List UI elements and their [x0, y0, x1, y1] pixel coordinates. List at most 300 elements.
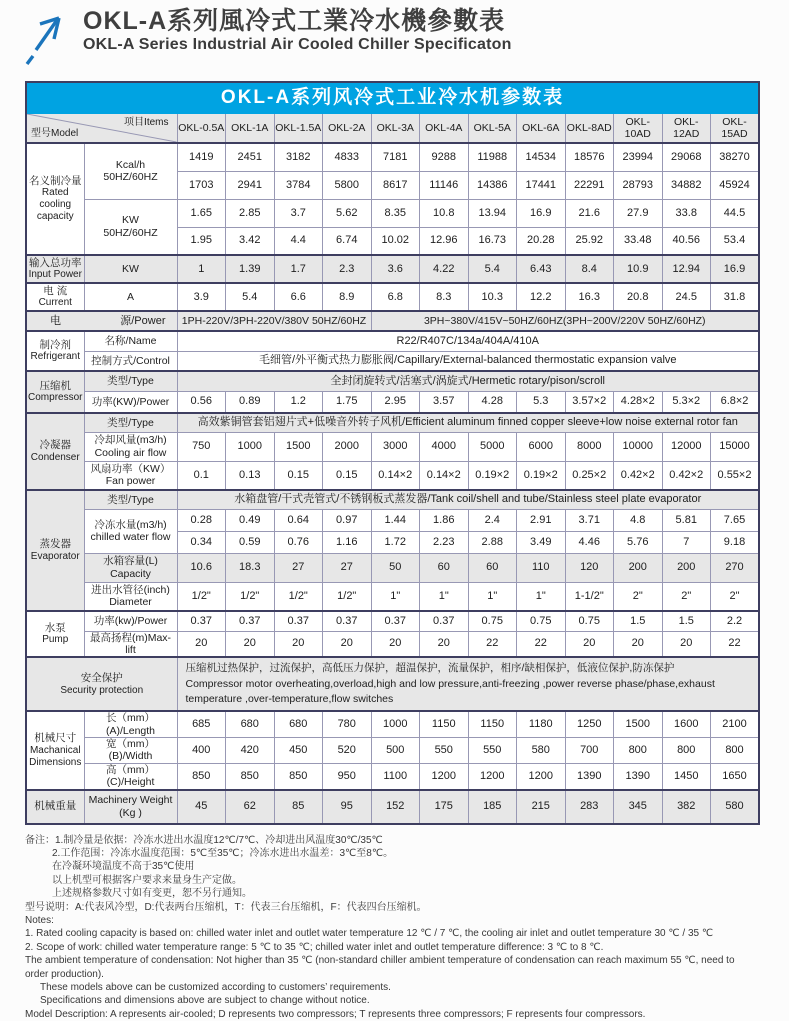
value-cell: 4.28 [468, 391, 517, 413]
value-cell: 1419 [177, 143, 226, 171]
value-cell: 13.94 [468, 199, 517, 227]
value-cell: 8.4 [565, 255, 614, 283]
value-cell: OKL-1.5A [274, 114, 323, 144]
value-cell: 45924 [711, 171, 760, 199]
row-label-cooling-airflow: 冷却风量(m3/h) Cooling air flow [84, 432, 177, 461]
brand-arrow-icon [25, 10, 71, 73]
row-security-protection [26, 657, 759, 711]
row-label-kcal: Kcal/h 50HZ/60HZ [84, 143, 177, 199]
value-cell: 950 [323, 763, 372, 789]
value-cell: 850 [226, 763, 275, 789]
row-label-compressor-type: 类型/Type [84, 371, 177, 391]
value-cell: 4.4 [274, 227, 323, 255]
value-cell: 580 [711, 790, 760, 824]
row-width [26, 738, 759, 764]
row-evaporator-type [26, 490, 759, 509]
value-cell: 1450 [662, 763, 711, 789]
value-cell: 16.3 [565, 283, 614, 311]
value-cell: 16.9 [711, 255, 760, 283]
value-cell: 3.71 [565, 509, 614, 531]
value-cell: 1200 [468, 763, 517, 789]
value-cell: 1.16 [323, 531, 372, 553]
table-title: OKL-A系列风冷式工业冷水机参数表 [26, 82, 759, 114]
value-cell: 2.23 [420, 531, 469, 553]
value-cell: 3182 [274, 143, 323, 171]
value-cell: OKL-1A [226, 114, 275, 144]
value-cell: 0.37 [226, 611, 275, 631]
value-cell: 3784 [274, 171, 323, 199]
value-cell: 10.6 [177, 553, 226, 582]
row-label-control: 控制方式/Control [84, 351, 177, 371]
value-cell: 1180 [517, 711, 566, 737]
value-cell: 382 [662, 790, 711, 824]
value-cell: 500 [371, 738, 420, 764]
value-cell: 6000 [517, 432, 566, 461]
value-cell: 3.9 [177, 283, 226, 311]
corner-model-label: 型号Model [31, 128, 78, 140]
value-cell: 10.3 [468, 283, 517, 311]
value-cell: 700 [565, 738, 614, 764]
note-line: 2. Scope of work: chilled water temperature range: 5 ℃ to 35 ℃; chilled water inlet and outlet temperature difference: 3 ℃ to 8 ℃. [25, 941, 760, 954]
value-cell: 31.8 [711, 283, 760, 311]
value-cell: 12.96 [420, 227, 469, 255]
value-cell: 0.34 [177, 531, 226, 553]
value-cell: 7 [662, 531, 711, 553]
spec-table [25, 81, 760, 825]
page-header [25, 8, 760, 73]
value-cell: 1150 [420, 711, 469, 737]
value-cell: 20.8 [614, 283, 663, 311]
value-cell: 4.28×2 [614, 391, 663, 413]
value-cell: 10.9 [614, 255, 663, 283]
row-kcal-50hz [26, 143, 759, 171]
value-cell: 9.18 [711, 531, 760, 553]
value-cell: 5.62 [323, 199, 372, 227]
value-cell: 2100 [711, 711, 760, 737]
value-cell: 2.2 [711, 611, 760, 631]
value-cell: 7181 [371, 143, 420, 171]
value-cell: 0.25×2 [565, 461, 614, 490]
value-cell: 4000 [420, 432, 469, 461]
value-cell: 1200 [420, 763, 469, 789]
row-label-length: 长（mm）(A)/Length [84, 711, 177, 737]
value-cell: 680 [226, 711, 275, 737]
value-cell: 850 [177, 763, 226, 789]
value-cell: 23994 [614, 143, 663, 171]
value-cell: 27.9 [614, 199, 663, 227]
value-cell: 11146 [420, 171, 469, 199]
value-cell: 120 [565, 553, 614, 582]
value-cell: 1.95 [177, 227, 226, 255]
power-supply-left: 1PH-220V/3PH-220V/380V 50HZ/60HZ [177, 311, 371, 331]
value-cell: 2" [662, 582, 711, 611]
value-cell: 21.6 [565, 199, 614, 227]
row-machinery-weight [26, 790, 759, 824]
value-cell: 22 [468, 631, 517, 657]
row-length [26, 711, 759, 737]
value-cell: 1.75 [323, 391, 372, 413]
value-cell: 20 [177, 631, 226, 657]
value-cell: 0.49 [226, 509, 275, 531]
row-label-evaporator: 蒸发器 Evaporator [26, 490, 84, 611]
value-cell: 0.13 [226, 461, 275, 490]
row-label-rated-capacity: 名义制冷量 Rated cooling capacity [26, 143, 84, 255]
note-line: 以上机型可根据客户要求来量身生产定做。 [25, 874, 760, 887]
value-cell: 2.85 [226, 199, 275, 227]
value-cell: 53.4 [711, 227, 760, 255]
value-cell: OKL-10AD [614, 114, 663, 144]
value-cell: 5.3×2 [662, 391, 711, 413]
value-cell: 800 [662, 738, 711, 764]
row-label-weight: 机械重量 [26, 790, 84, 824]
value-cell: 1500 [614, 711, 663, 737]
evaporator-type-value: 水箱盘管/干式壳管式/不锈钢板式蒸发器/Tank coil/shell and tube/Stainless steel plate evaporator [177, 490, 759, 509]
row-current [26, 283, 759, 311]
value-cell: 1000 [371, 711, 420, 737]
value-cell: 400 [177, 738, 226, 764]
value-cell: 6.8 [371, 283, 420, 311]
value-cell: 1000 [226, 432, 275, 461]
value-cell: 2941 [226, 171, 275, 199]
value-cell: 0.56 [177, 391, 226, 413]
value-cell: 1650 [711, 763, 760, 789]
value-cell: 2" [614, 582, 663, 611]
value-cell: 450 [274, 738, 323, 764]
value-cell: 20.28 [517, 227, 566, 255]
refrigerant-name-value: R22/R407C/134a/404A/410A [177, 331, 759, 351]
row-label-input-power: 输入总功率 Input Power [26, 255, 84, 283]
value-cell: 85 [274, 790, 323, 824]
value-cell: 2.91 [517, 509, 566, 531]
value-cell: 14534 [517, 143, 566, 171]
corner-header-cell [26, 114, 177, 144]
value-cell: 20 [614, 631, 663, 657]
value-cell: 8617 [371, 171, 420, 199]
value-cell: OKL-2A [323, 114, 372, 144]
note-line: 上述规格参数尺寸如有变更，恕不另行通知。 [25, 887, 760, 900]
value-cell: 29068 [662, 143, 711, 171]
row-label-power-supply: 电 源/Power [26, 311, 177, 331]
row-cooling-airflow [26, 432, 759, 461]
row-refrigerant-name [26, 331, 759, 351]
value-cell: 1.65 [177, 199, 226, 227]
condenser-type-value: 高效紫铜管套铝翅片式+低噪音外转子风机/Efficient aluminum finned copper sleeve+low noise external rotor fan [177, 413, 759, 432]
row-label-width: 宽（mm）(B)/Width [84, 738, 177, 764]
value-cell: 270 [711, 553, 760, 582]
value-cell: 40.56 [662, 227, 711, 255]
value-cell: 283 [565, 790, 614, 824]
value-cell: 34882 [662, 171, 711, 199]
note-line: 在冷凝环境温度不高于35℃使用 [25, 860, 760, 873]
row-label-max-lift: 最高扬程(m)Max-lift [84, 631, 177, 657]
value-cell: OKL-8AD [565, 114, 614, 144]
row-label-condenser: 冷凝器 Condenser [26, 413, 84, 490]
value-cell: 2" [711, 582, 760, 611]
note-line: Notes: [25, 914, 760, 927]
value-cell: 6.43 [517, 255, 566, 283]
value-cell: 18.3 [226, 553, 275, 582]
value-cell: 2.3 [323, 255, 372, 283]
value-cell: 0.75 [517, 611, 566, 631]
value-cell: 22 [517, 631, 566, 657]
value-cell: 3.6 [371, 255, 420, 283]
row-label-height: 高（mm）(C)/Height [84, 763, 177, 789]
value-cell: 6.6 [274, 283, 323, 311]
value-cell: 10.02 [371, 227, 420, 255]
value-cell: 6.74 [323, 227, 372, 255]
value-cell: 8000 [565, 432, 614, 461]
row-pipe-diameter [26, 582, 759, 611]
value-cell: 2.4 [468, 509, 517, 531]
note-line: The ambient temperature of condensation: Not higher than 35 ℃ (non-standard chiller ambient temperature of condensation can reach maximum 55 ℃, need to order production). [25, 954, 760, 981]
security-protection-value [177, 657, 759, 711]
value-cell: 1" [420, 582, 469, 611]
row-label-pump: 水泵 Pump [26, 611, 84, 657]
refrigerant-control-value: 毛细管/外平衡式热力膨胀阀/Capillary/External-balanced thermostatic expansion valve [177, 351, 759, 371]
value-cell: 12.2 [517, 283, 566, 311]
row-label-compressor-power: 功率(KW)/Power [84, 391, 177, 413]
value-cell: 1.86 [420, 509, 469, 531]
value-cell: 28793 [614, 171, 663, 199]
value-cell: 7.65 [711, 509, 760, 531]
value-cell: 0.1 [177, 461, 226, 490]
row-label-dimensions: 机械尺寸 Machanical Dimensions [26, 711, 84, 789]
value-cell: 780 [323, 711, 372, 737]
row-label-kw: KW 50HZ/60HZ [84, 199, 177, 255]
note-line: 2.工作范围：冷冻水温度范围：5℃至35℃；冷冻水进出水温差：3℃至8℃。 [25, 847, 760, 860]
security-text-zh: 压缩机过热保护，过流保护，高低压力保护，超温保护，流量保护，相序/缺相保护，低液位保护,防冻保护 [186, 661, 751, 676]
page-subtitle: OKL-A Series Industrial Air Cooled Chiller Specificaton [83, 37, 512, 54]
value-cell: 0.19×2 [468, 461, 517, 490]
value-cell: 0.75 [468, 611, 517, 631]
value-cell: 1600 [662, 711, 711, 737]
value-cell: 16.73 [468, 227, 517, 255]
power-supply-right: 3PH~380V/415V~50HZ/60HZ(3PH~200V/220V 50HZ/60HZ) [371, 311, 759, 331]
value-cell: 200 [614, 553, 663, 582]
value-cell: 2000 [323, 432, 372, 461]
value-cell: OKL-6A [517, 114, 566, 144]
row-label-evaporator-type: 类型/Type [84, 490, 177, 509]
value-cell: 20 [226, 631, 275, 657]
value-cell: 4833 [323, 143, 372, 171]
value-cell: 16.9 [517, 199, 566, 227]
value-cell: 0.28 [177, 509, 226, 531]
value-cell: OKL-15AD [711, 114, 760, 144]
row-label-refrigerant: 制冷剂 Refrigerant [26, 331, 84, 371]
value-cell: 1-1/2" [565, 582, 614, 611]
note-line: Specifications and dimensions above are subject to change without notice. [25, 994, 760, 1007]
value-cell: 3.57 [420, 391, 469, 413]
value-cell: 1.72 [371, 531, 420, 553]
value-cell: 1/2" [274, 582, 323, 611]
value-cell: 1250 [565, 711, 614, 737]
value-cell: 5800 [323, 171, 372, 199]
value-cell: 3.57×2 [565, 391, 614, 413]
value-cell: 4.8 [614, 509, 663, 531]
value-cell: 345 [614, 790, 663, 824]
row-refrigerant-control [26, 351, 759, 371]
row-unit-input-power: KW [84, 255, 177, 283]
value-cell: 20 [323, 631, 372, 657]
row-label-name: 名称/Name [84, 331, 177, 351]
row-power-supply [26, 311, 759, 331]
value-cell: 3.42 [226, 227, 275, 255]
value-cell: 5.4 [468, 255, 517, 283]
value-cell: OKL-0.5A [177, 114, 226, 144]
value-cell: 0.37 [177, 611, 226, 631]
value-cell: 185 [468, 790, 517, 824]
note-line: 备注：1.制冷量是依据：冷冻水进出水温度12℃/7℃、冷却进出风温度30℃/35℃ [25, 834, 760, 847]
value-cell: 9288 [420, 143, 469, 171]
value-cell: 22291 [565, 171, 614, 199]
value-cell: 33.48 [614, 227, 663, 255]
value-cell: 1" [371, 582, 420, 611]
value-cell: 60 [420, 553, 469, 582]
note-line: 1. Rated cooling capacity is based on: chilled water inlet and outlet water temperature 12 ℃ / 7 ℃, the cooling air inlet and outlet temperature 30 ℃ / 35 ℃ [25, 927, 760, 940]
value-cell: 44.5 [711, 199, 760, 227]
value-cell: 10.8 [420, 199, 469, 227]
value-cell: 0.97 [323, 509, 372, 531]
value-cell: 750 [177, 432, 226, 461]
row-label-security: 安全保护 Security protection [26, 657, 177, 711]
value-cell: 22 [711, 631, 760, 657]
value-cell: 0.37 [323, 611, 372, 631]
value-cell: 8.3 [420, 283, 469, 311]
value-cell: 4.46 [565, 531, 614, 553]
security-text-en: Compressor motor overheating,overload,high and low pressure,anti-freezing ,power reverse phase/phase,exhaust temperature ,over-temperature,flow switches [186, 677, 751, 707]
value-cell: 1500 [274, 432, 323, 461]
value-cell: 0.89 [226, 391, 275, 413]
value-cell: 1 [177, 255, 226, 283]
value-cell: 14386 [468, 171, 517, 199]
value-cell: 0.76 [274, 531, 323, 553]
value-cell: 50 [371, 553, 420, 582]
value-cell: 580 [517, 738, 566, 764]
value-cell: 1/2" [177, 582, 226, 611]
value-cell: 1.7 [274, 255, 323, 283]
row-compressor-power [26, 391, 759, 413]
value-cell: 38270 [711, 143, 760, 171]
value-cell: 850 [274, 763, 323, 789]
value-cell: 1390 [565, 763, 614, 789]
value-cell: 0.42×2 [662, 461, 711, 490]
value-cell: 6.8×2 [711, 391, 760, 413]
value-cell: 5.81 [662, 509, 711, 531]
value-cell: OKL-5A [468, 114, 517, 144]
value-cell: OKL-4A [420, 114, 469, 144]
value-cell: 550 [420, 738, 469, 764]
value-cell: 1.2 [274, 391, 323, 413]
value-cell: 1" [468, 582, 517, 611]
value-cell: 1703 [177, 171, 226, 199]
value-cell: 0.15 [274, 461, 323, 490]
page-titles [83, 8, 512, 54]
value-cell: 5000 [468, 432, 517, 461]
value-cell: 25.92 [565, 227, 614, 255]
value-cell: 10000 [614, 432, 663, 461]
value-cell: 0.37 [420, 611, 469, 631]
value-cell: 175 [420, 790, 469, 824]
value-cell: 20 [662, 631, 711, 657]
value-cell: 0.64 [274, 509, 323, 531]
value-cell: 20 [420, 631, 469, 657]
row-label-current: 电 流 Current [26, 283, 84, 311]
value-cell: 800 [614, 738, 663, 764]
row-tank-capacity [26, 553, 759, 582]
value-cell: OKL-3A [371, 114, 420, 144]
row-pump-power [26, 611, 759, 631]
corner-items-label: 项目Items [124, 117, 168, 129]
note-line: 型号说明：A:代表风冷型，D:代表两台压缩机，T：代表三台压缩机，F：代表四台压缩机。 [25, 901, 760, 914]
row-condenser-type [26, 413, 759, 432]
value-cell: 24.5 [662, 283, 711, 311]
value-cell: 2.95 [371, 391, 420, 413]
value-cell: 0.59 [226, 531, 275, 553]
value-cell: 0.14×2 [371, 461, 420, 490]
value-cell: 1.39 [226, 255, 275, 283]
value-cell: 12.94 [662, 255, 711, 283]
value-cell: 27 [323, 553, 372, 582]
compressor-type-value: 全封闭旋转式/活塞式/涡旋式/Hermetic rotary/pison/scroll [177, 371, 759, 391]
row-label-chilled-water: 冷冻水量(m3/h) chilled water flow [84, 509, 177, 553]
value-cell: 215 [517, 790, 566, 824]
notes-section [25, 834, 760, 1021]
value-cell: 11988 [468, 143, 517, 171]
row-label-fan-power: 风扇功率（KW） Fan power [84, 461, 177, 490]
value-cell: 3.49 [517, 531, 566, 553]
value-cell: 5.76 [614, 531, 663, 553]
value-cell: 1/2" [226, 582, 275, 611]
value-cell: 45 [177, 790, 226, 824]
value-cell: 1/2" [323, 582, 372, 611]
value-cell: 0.55×2 [711, 461, 760, 490]
table-title-bar [26, 82, 759, 114]
value-cell: 1.5 [662, 611, 711, 631]
value-cell: 0.75 [565, 611, 614, 631]
value-cell: 2451 [226, 143, 275, 171]
value-cell: 20 [274, 631, 323, 657]
value-cell: 20 [371, 631, 420, 657]
row-compressor-type [26, 371, 759, 391]
row-fan-power [26, 461, 759, 490]
value-cell: 0.37 [371, 611, 420, 631]
value-cell: 685 [177, 711, 226, 737]
value-cell: 5.4 [226, 283, 275, 311]
value-cell: 1390 [614, 763, 663, 789]
row-max-lift [26, 631, 759, 657]
value-cell: 1.44 [371, 509, 420, 531]
row-unit-current: A [84, 283, 177, 311]
value-cell: 152 [371, 790, 420, 824]
value-cell: 3000 [371, 432, 420, 461]
row-label-tank-capacity: 水箱容量(L) Capacity [84, 553, 177, 582]
value-cell: 110 [517, 553, 566, 582]
value-cell: 1150 [468, 711, 517, 737]
value-cell: 15000 [711, 432, 760, 461]
row-label-compressor: 压缩机 Compressor [26, 371, 84, 413]
note-line: These models above can be customized according to customers’ requirements. [25, 981, 760, 994]
row-chilled-water-50hz [26, 509, 759, 531]
value-cell: 2.88 [468, 531, 517, 553]
value-cell: 0.19×2 [517, 461, 566, 490]
value-cell: 95 [323, 790, 372, 824]
value-cell: 20 [565, 631, 614, 657]
value-cell: 1100 [371, 763, 420, 789]
note-line: Model Description: A represents air-cooled; D represents two compressors; T represents three compressors; F represents four compressors. [25, 1008, 760, 1021]
row-label-condenser-type: 类型/Type [84, 413, 177, 432]
value-cell: 12000 [662, 432, 711, 461]
value-cell: 0.42×2 [614, 461, 663, 490]
